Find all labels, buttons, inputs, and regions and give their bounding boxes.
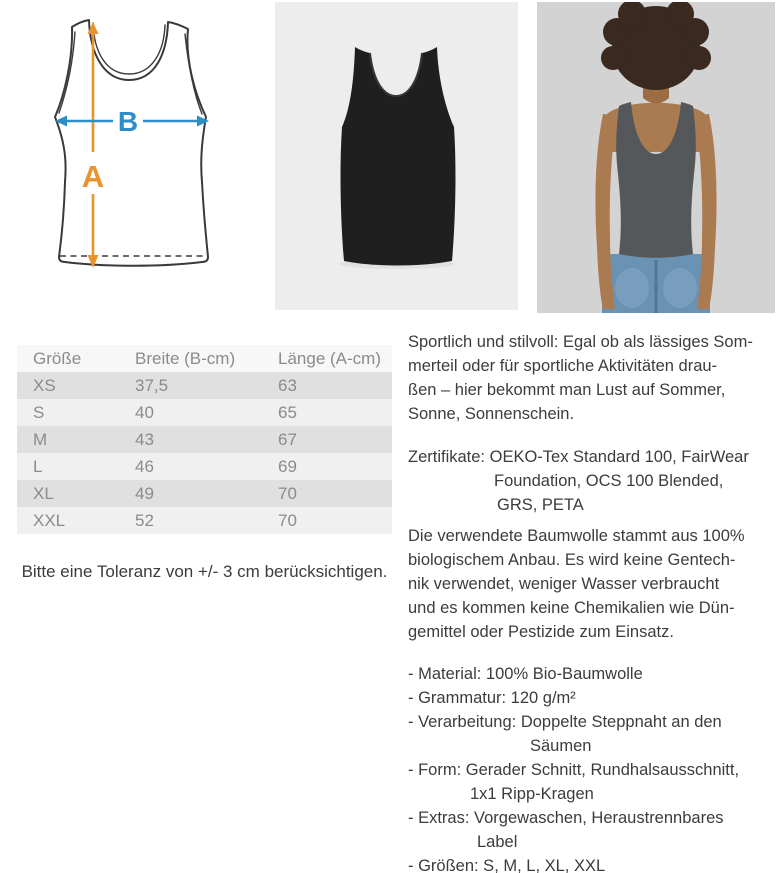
table-row-m <box>17 426 392 453</box>
cell-size: XS <box>33 375 56 395</box>
spec-form-cont: 1x1 Ripp-Kragen <box>470 785 594 803</box>
cell-size: S <box>33 402 45 422</box>
cell-size: XXL <box>33 510 66 530</box>
product-description <box>408 330 777 873</box>
column-header-groesse: Größe <box>17 345 135 372</box>
spec-grammatur: - Grammatur: 120 g/m² <box>408 689 576 707</box>
cell-laenge: 65 <box>278 402 297 422</box>
cell-laenge: 67 <box>278 429 297 449</box>
description-paragraph-intro <box>408 330 777 426</box>
spec-verarbeitung-cont: Säumen <box>530 737 592 755</box>
text-line: biologischem Anbau. Es wird keine Gentech- <box>408 551 736 569</box>
collar-inner-line <box>93 23 165 74</box>
flat-tank-top-silhouette <box>341 47 456 266</box>
model-wearing-tank-top-image <box>537 2 775 313</box>
cell-breite: 52 <box>135 510 154 530</box>
text-line: ßen – hier bekommt man Lust auf Sommer, <box>408 381 726 399</box>
text-line: und es kommen keine Chemikalien wie Dün- <box>408 599 735 617</box>
text-line: merteil oder für sportliche Aktivitäten drau- <box>408 357 718 375</box>
cell-size: L <box>33 456 43 476</box>
size-table <box>17 345 392 534</box>
size-table-header-row <box>17 345 392 372</box>
table-row-xl <box>17 480 392 507</box>
spec-extras-cont: Label <box>477 833 518 851</box>
cell-breite: 46 <box>135 456 154 476</box>
text-line: gemittel oder Pestizide zum Einsatz. <box>408 623 674 641</box>
column-header-laenge: Länge (A-cm) <box>278 345 392 372</box>
tolerance-note: Bitte eine Toleranz von +/- 3 cm berücksichtigen. <box>21 562 388 581</box>
description-paragraph-certificates <box>408 445 777 517</box>
text-line: GRS, PETA <box>497 496 584 514</box>
length-arrow-a-icon <box>82 22 104 268</box>
column-header-breite: Breite (B-cm) <box>135 345 278 372</box>
cell-breite: 43 <box>135 429 154 449</box>
cell-size: M <box>33 429 48 449</box>
cell-laenge: 63 <box>278 375 297 395</box>
model-jeans <box>602 254 710 313</box>
spec-form: - Form: Gerader Schnitt, Rundhalsausschnitt, <box>408 761 740 779</box>
width-arrow-b-icon <box>55 106 209 137</box>
text-line: Sonne, Sonnenschein. <box>408 405 575 423</box>
cell-laenge: 70 <box>278 483 297 503</box>
text-line: nik verwendet, weniger Wasser verbraucht <box>408 575 720 593</box>
tank-top-outline <box>55 20 208 266</box>
product-photo-model <box>537 2 775 313</box>
flat-tank-top-image <box>275 2 518 310</box>
product-photo-flat <box>275 2 518 310</box>
cell-breite: 49 <box>135 483 154 503</box>
diagram-label-b: B <box>117 106 139 137</box>
spec-material: - Material: 100% Bio-Baumwolle <box>408 665 643 683</box>
text-line: Die verwendete Baumwolle stammt aus 100% <box>408 527 745 545</box>
description-paragraph-cotton <box>408 524 777 644</box>
cell-breite: 40 <box>135 402 154 422</box>
product-spec-list <box>408 662 777 873</box>
text-line: Zertifikate: OEKO-Tex Standard 100, FairWear <box>408 448 749 466</box>
size-diagram <box>42 10 227 295</box>
spec-extras: - Extras: Vorgewaschen, Heraustrennbares <box>408 809 724 827</box>
cell-laenge: 70 <box>278 510 297 530</box>
size-diagram-drawing <box>42 10 227 295</box>
spec-groessen: - Größen: S, M, L, XL, XXL <box>408 857 606 873</box>
table-row-xs <box>17 372 392 399</box>
spec-verarbeitung: - Verarbeitung: Doppelte Steppnaht an den <box>408 713 722 731</box>
text-line: Sportlich und stilvoll: Egal ob als lässiges Som- <box>408 333 753 351</box>
model-hair <box>601 2 711 90</box>
table-row-s <box>17 399 392 426</box>
text-line: Foundation, OCS 100 Blended, <box>494 472 724 490</box>
cell-size: XL <box>33 483 54 503</box>
cell-breite: 37,5 <box>135 375 169 395</box>
table-row-xxl <box>17 507 392 534</box>
table-row-l <box>17 453 392 480</box>
cell-laenge: 69 <box>278 456 297 476</box>
diagram-label-a: A <box>81 159 105 194</box>
